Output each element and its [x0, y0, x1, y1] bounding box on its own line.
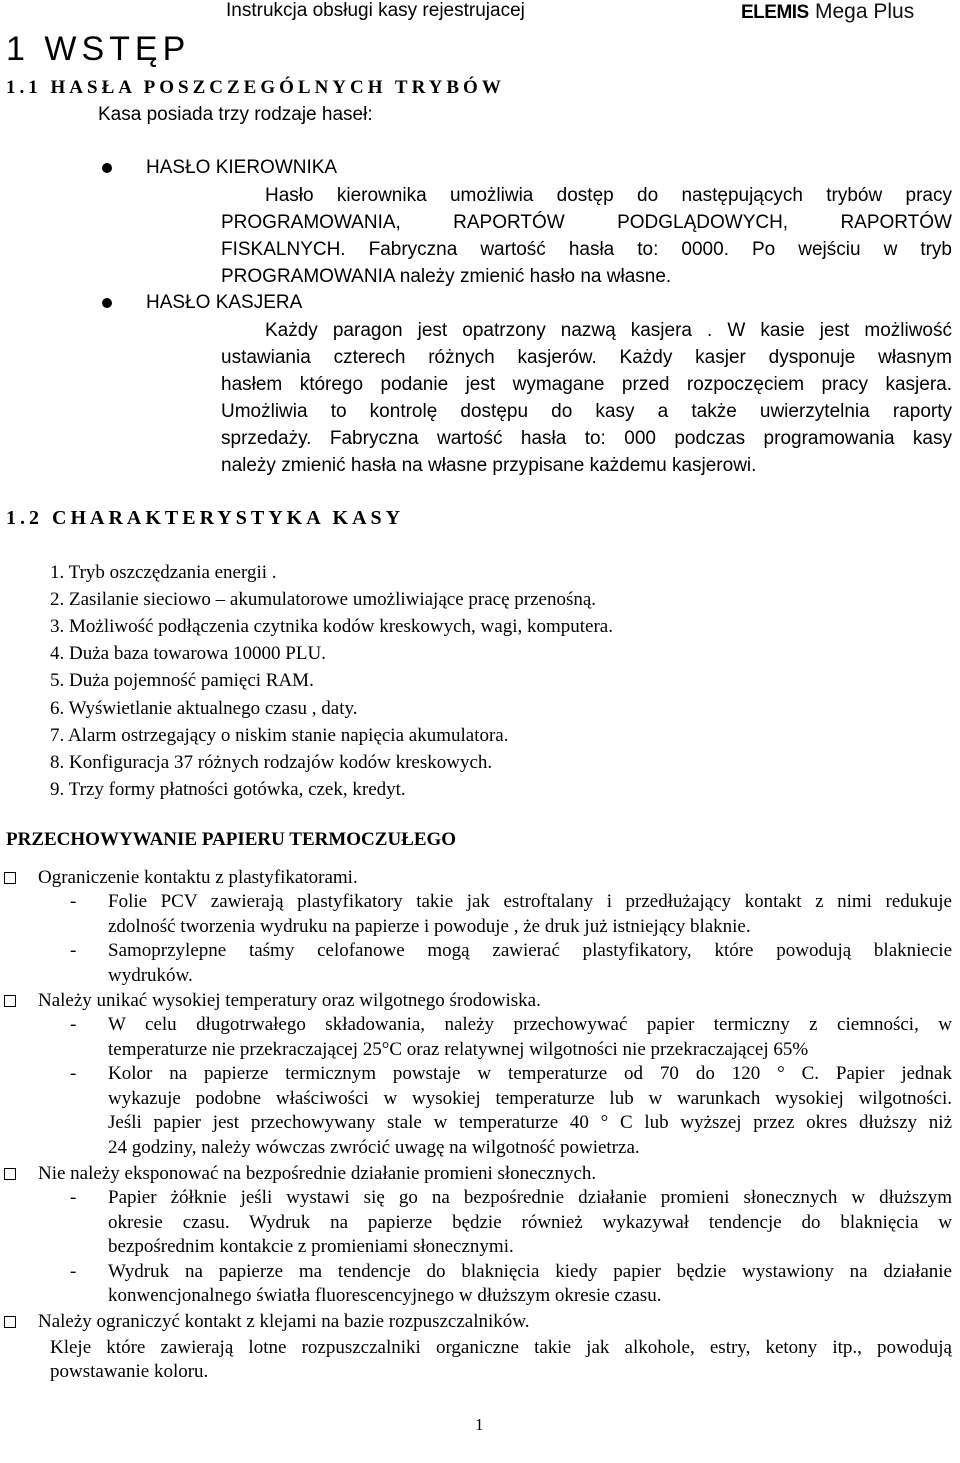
paragraph-line: okresie czasu. Wydruk na papierze będzie również wykazywał tendencje do blaknięcia w	[108, 1211, 952, 1233]
kasjer-line: Umożliwia to kontrolę dostępu do kasy a także uwierzytelnia raporty	[221, 401, 952, 422]
feature-item: 6. Wyświetlanie aktualnego czasu , daty.	[50, 698, 358, 719]
bullet-icon	[102, 298, 112, 308]
paragraph-line: powstawanie koloru.	[50, 1361, 209, 1382]
storage-heading: Należy ograniczyć kontakt z klejami na bazie rozpuszczalników.	[38, 1311, 530, 1332]
kierownik-line: Hasło kierownika umożliwia dostęp do następujących trybów pracy	[265, 185, 952, 206]
paragraph-line: Kolor na papierze termicznym powstaje w temperaturze od 70 do 120 ° C. Papier jednak	[108, 1063, 952, 1085]
dash-marker: -	[70, 1014, 77, 1035]
checkbox-bullet-icon	[4, 872, 16, 884]
feature-item: 8. Konfiguracja 37 różnych rodzajów kodów kreskowych.	[50, 752, 493, 773]
feature-item: 1. Tryb oszczędzania energii .	[50, 562, 277, 583]
paragraph-line: temperaturze nie przekraczającej 25°C oraz relatywnej wilgotności nie przekraczającej 65%	[108, 1038, 809, 1060]
section-title-hasla: 1.1 HASŁA POSZCZEGÓLNYCH TRYBÓW	[6, 77, 505, 98]
paragraph-line: 24 godziny, należy wówczas zwrócić uwagę na wilgotność powietrza.	[108, 1137, 640, 1158]
kierownik-line: PROGRAMOWANIA, RAPORTÓW PODGLĄDOWYCH, RAPORTÓW	[221, 212, 952, 233]
checkbox-bullet-icon	[4, 1316, 16, 1328]
bullet-icon	[102, 163, 112, 173]
header-title: Instrukcja obsługi kasy rejestrujacej	[226, 0, 525, 21]
bullet-heading-kierownik: HASŁO KIEROWNIKA	[146, 157, 338, 178]
paragraph-line: Papier żółknie jeśli wystawi się go na bezpośrednie działanie promieni słonecznych w dłuższym	[108, 1187, 952, 1208]
paragraph-line: Samoprzylepne taśmy celofanowe mogą zawierać plastyfikatory, które powodują blakniecie	[108, 940, 952, 962]
section-title-przechowywanie: PRZECHOWYWANIE PAPIERU TERMOCZUŁEGO	[6, 829, 457, 850]
feature-item: 2. Zasilanie sieciowo – akumulatorowe umożliwiające pracę przenośną.	[50, 589, 597, 610]
storage-heading: Nie należy eksponować na bezpośrednie działanie promieni słonecznych.	[38, 1163, 597, 1184]
dash-marker: -	[70, 891, 77, 912]
bullet-heading-kasjer: HASŁO KASJERA	[146, 292, 303, 313]
paragraph-line: konwencjonalnego światła fluorescencyjnego w dłuższym okresie czasu.	[108, 1285, 662, 1307]
feature-item: 7. Alarm ostrzegający o niskim stanie napięcia akumulatora.	[50, 725, 509, 746]
intro-text: Kasa posiada trzy rodzaje haseł:	[98, 104, 373, 125]
dash-marker: -	[70, 940, 77, 962]
feature-item: 3. Możliwość podłączenia czytnika kodów kreskowych, wagi, komputera.	[50, 616, 613, 637]
dash-marker: -	[70, 1187, 77, 1208]
feature-item: 4. Duża baza towarowa 10000 PLU.	[50, 643, 326, 664]
header-model: Mega Plus	[815, 0, 915, 23]
feature-item: 9. Trzy formy płatności gotówka, czek, kredyt.	[50, 779, 406, 800]
kasjer-line: należy zmienić hasła na własne przypisane każdemu kasjerowi.	[221, 455, 757, 476]
kasjer-line: ustawiania czterech różnych kasjerów. Każdy kasjer dysponuje własnym	[221, 347, 952, 368]
paragraph-line: zdolność tworzenia wydruku na papierze i powoduje , że druk już istniejący blaknie.	[108, 915, 751, 937]
kasjer-line: Każdy paragon jest opatrzony nazwą kasjera . W kasie jest możliwość	[265, 320, 952, 341]
paragraph-line: wydruków.	[108, 964, 193, 986]
checkbox-bullet-icon	[4, 995, 16, 1007]
dash-marker: -	[70, 1063, 77, 1085]
storage-heading: Należy unikać wysokiej temperatury oraz wilgotnego środowiska.	[38, 990, 541, 1011]
kasjer-line: sprzedaży. Fabryczna wartość hasła to: 000 podczas programowania kasy	[221, 428, 952, 449]
paragraph-line: Folie PCV zawierają plastyfikatory takie jak estroftalany i przedłużający kontakt z nimi redukuje	[108, 891, 952, 912]
kasjer-line: hasłem którego podanie jest wymagane przed rozpoczęciem pracy kasjera.	[221, 374, 952, 395]
page-number: 1	[475, 1415, 484, 1434]
checkbox-bullet-icon	[4, 1168, 16, 1180]
kierownik-line: PROGRAMOWANIA należy zmienić hasło na własne.	[221, 266, 672, 287]
paragraph-line: Wydruk na papierze ma tendencje do blaknięcia kiedy papier będzie wystawiony na działanie	[108, 1260, 952, 1282]
brand-logo: ELEMIS	[741, 2, 809, 23]
paragraph-line: bezpośrednim kontakcie z promieniami słonecznymi.	[108, 1236, 514, 1258]
section-title-wstep: 1 WSTĘP	[6, 30, 191, 68]
section-title-charakterystyka: 1.2 CHARAKTERYSTYKA KASY	[6, 507, 405, 529]
feature-item: 5. Duża pojemność pamięci RAM.	[50, 670, 314, 691]
dash-marker: -	[70, 1260, 77, 1282]
paragraph-line: Jeśli papier jest przechowywany stale w temperaturze 40 ° C lub wyższej przez okres dłuższy niż	[108, 1112, 952, 1134]
storage-heading: Ograniczenie kontaktu z plastyfikatorami.	[38, 867, 358, 888]
kierownik-line: FISKALNYCH. Fabryczna wartość hasła to: 0000. Po wejściu w tryb	[221, 239, 952, 260]
paragraph-line: wykazuje podobne właściwości w wysokiej temperaturze lub w warunkach wysokiej wilgotności.	[108, 1087, 952, 1109]
paragraph-line: Kleje które zawierają lotne rozpuszczalniki organiczne takie jak alkohole, estry, ketony itp., powodują	[50, 1337, 952, 1358]
paragraph-line: W celu długotrwałego składowania, należy przechowywać papier termiczny z ciemności, w	[108, 1014, 952, 1035]
